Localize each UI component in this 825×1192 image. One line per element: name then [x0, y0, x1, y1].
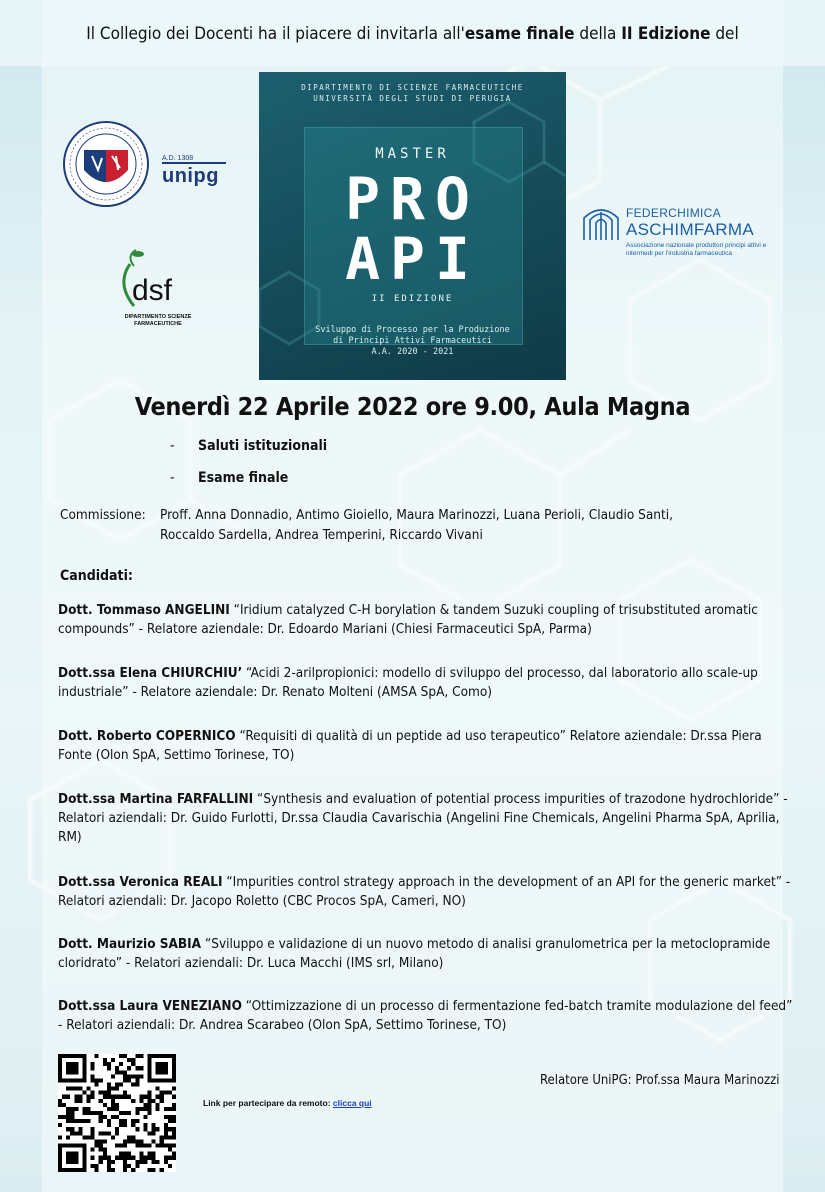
banner-dept-line1: DIPARTIMENTO DI SCIENZE FARMACEUTICHE	[301, 83, 524, 92]
invite-text-post: del	[710, 24, 739, 44]
candidate-thesis: “Iridium catalyzed C-H borylation & tandem Suzuki coupling of trisubstituted aromatic compounds” - Relatore aziendale: Dr. Edoardo Mariani (Chiesi Farmaceutici SpA, Parma)	[58, 602, 758, 637]
candidate-thesis: “Synthesis and evaluation of potential process impurities of trazodone hydrochloride” - Relatori aziendali: Dr. Guido Furlotti, Dr.ssa Claudia Cavarischia (Angelini Fine Chemicals, Angelini Pharma SpA, Aprilia, RM)	[58, 791, 788, 845]
candidate-entry	[58, 935, 798, 973]
candidate-name: Dott. Roberto COPERNICO	[58, 728, 236, 744]
federchimica-name: FEDERCHIMICA	[626, 206, 721, 220]
candidate-thesis: “Requisiti di qualità di un peptide ad uso terapeutico” Relatore aziendale: Dr.ssa Piera Fonte (Olon SpA, Settimo Torinese, TO)	[58, 728, 762, 763]
master-pro-api-banner	[259, 72, 566, 380]
agenda-item	[170, 470, 288, 486]
agenda-label: Esame finale	[198, 470, 289, 486]
remote-link[interactable]: clicca qui	[332, 1098, 372, 1108]
banner-dept-line2: UNIVERSITÀ DEGLI STUDI DI PERUGIA	[313, 94, 512, 103]
aschimfarma-description: Associazione nazionale produttori principi attivi e intermedi per l'industria farmaceutica	[626, 242, 767, 257]
candidates-label: Candidati:	[60, 568, 133, 584]
dsf-wordmark: dsf	[132, 274, 173, 307]
dsf-label: DIPARTIMENTO SCIENZE FARMACEUTICHE	[124, 314, 192, 327]
agenda-dash: -	[170, 470, 175, 486]
unipg-bar	[162, 162, 226, 164]
invite-bold-edizione: II Edizione	[621, 24, 711, 44]
banner-master: MASTER	[375, 146, 450, 162]
remote-link-line	[203, 1098, 372, 1108]
dsf-logo	[112, 244, 204, 334]
banner-sub-line3: A.A. 2020 - 2021	[371, 347, 454, 357]
candidate-entry	[58, 664, 798, 702]
remote-link-label: Link per partecipare da remoto:	[203, 1098, 333, 1108]
candidate-name: Dott.ssa Laura VENEZIANO	[58, 998, 242, 1014]
unipg-year: A.D. 1308	[162, 155, 194, 162]
candidate-entry	[58, 727, 798, 765]
candidate-name: Dott.ssa Elena CHIURCHIU’	[58, 665, 243, 681]
invite-text-mid: della	[574, 24, 622, 44]
dsf-emblem-icon	[112, 244, 204, 314]
candidate-thesis: “Sviluppo e validazione di un nuovo metodo di analisi granulometrica per la metoclopramide cloridrato” - Relatori aziendali: Dr. Luca Macchi (IMS srl, Milano)	[58, 936, 771, 971]
relatore-unipg: Relatore UniPG: Prof.ssa Maura Marinozzi	[540, 1073, 780, 1088]
unipg-name: unipg	[162, 165, 219, 187]
candidate-thesis: “Acidi 2-arilpropionici: modello di sviluppo del processo, dal laboratorio allo scale-up industriale” - Relatore aziendale: Dr. Renato Molteni (AMSA SpA, Como)	[58, 665, 758, 700]
commission-line: Proff. Anna Donnadio, Antimo Gioiello, Maura Marinozzi, Luana Perioli, Claudio Santi,	[160, 507, 673, 523]
agenda-label: Saluti istituzionali	[198, 438, 328, 454]
invite-bold-esame: esame finale	[464, 24, 575, 44]
event-date-title: Venerdì 22 Aprile 2022 ore 9.00, Aula Magna	[134, 392, 691, 421]
candidate-thesis: “Impurities control strategy approach in the development of an API for the generic market” - Relatori aziendali: Dr. Jacopo Roletto (CBC Procos SpA, Cameri, NO)	[58, 874, 791, 909]
invite-text-pre: Il Collegio dei Docenti ha il piacere di invitarla all'	[86, 24, 465, 44]
banner-edition: II EDIZIONE	[371, 294, 454, 304]
banner-api: API	[345, 225, 480, 293]
commission-members	[160, 505, 780, 545]
commission-label: Commissione:	[60, 507, 146, 523]
banner-subtitle	[259, 325, 566, 358]
candidate-name: Dott. Maurizio SABIA	[58, 936, 202, 952]
commission-line: Roccaldo Sardella, Andrea Temperini, Riccardo Vivani	[160, 527, 483, 543]
candidate-name: Dott.ssa Veronica REALI	[58, 874, 223, 890]
banner-department	[259, 82, 566, 104]
candidate-entry	[58, 601, 798, 639]
unipg-logo	[162, 155, 232, 186]
candidate-entry	[58, 790, 798, 847]
aschimfarma-emblem-icon	[580, 204, 622, 244]
candidate-entry	[58, 997, 798, 1035]
banner-sub-line1: Sviluppo di Processo per la Produzione	[315, 325, 510, 335]
invitation-line	[0, 24, 825, 44]
agenda-item	[170, 438, 327, 454]
candidate-name: Dott. Tommaso ANGELINI	[58, 602, 230, 618]
candidate-thesis: “Ottimizzazione di un processo di fermentazione fed-batch tramite modulazione del feed” - Relatori aziendali: Dr. Andrea Scarabeo (Olon SpA, Settimo Torinese, TO)	[58, 998, 793, 1033]
university-seal-logo	[62, 120, 150, 208]
banner-pro: PRO	[345, 165, 480, 233]
banner-sub-line2: di Principi Attivi Farmaceutici	[333, 336, 492, 346]
aschimfarma-name: ASCHIMFARMA	[626, 220, 754, 239]
federchimica-aschimfarma-logo	[580, 200, 780, 270]
agenda-dash: -	[170, 438, 175, 454]
qr-code[interactable]	[58, 1054, 176, 1172]
candidate-name: Dott.ssa Martina FARFALLINI	[58, 791, 254, 807]
candidate-entry	[58, 873, 798, 911]
